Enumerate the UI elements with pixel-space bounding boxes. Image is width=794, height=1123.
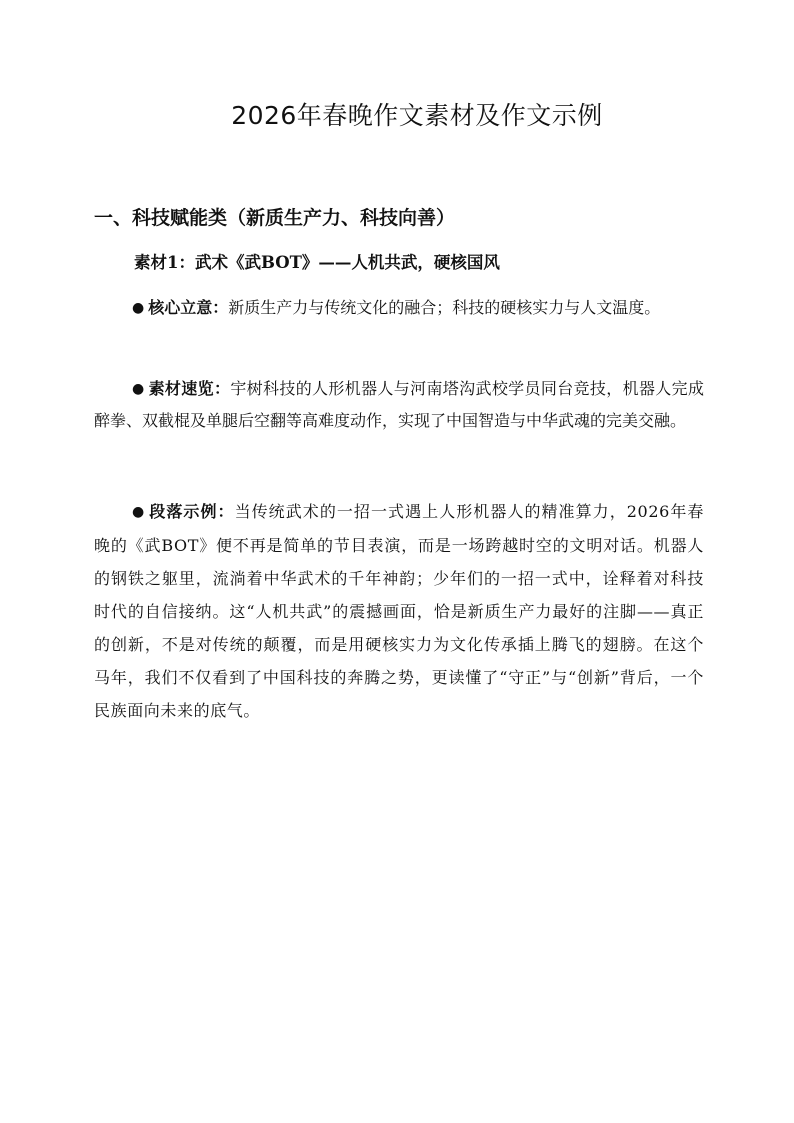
label-separator: ： <box>212 298 229 317</box>
example-text: 当传统武术的一招一式遇上人形机器人的精准算力，2026年春晚的《武BOT》便不再是简单的节目表演，而是一场跨越时空的文明对话。机器人的钢铁之躯里，流淌着中华武术的千年神韵；少年们的一招一式中，诠释着对科技时代的自信接纳。这“人机共武”的震撼画面，恰是新质生产力最好的注脚——真正的创新，不是对传统的颠覆，而是用硬核实力为文化传承插上腾飞的翅膀。在这个马年，我们不仅看到了中国科技的奔腾之势，更读懂了“守正”与“创新”背后，一个民族面向未来的底气。 <box>94 502 704 720</box>
bullet-icon: ● <box>132 381 145 397</box>
overview-label: 素材速览 <box>148 379 214 398</box>
bullet-icon: ● <box>132 504 146 520</box>
bullet-icon: ● <box>132 300 145 316</box>
core-idea-text: 新质生产力与传统文化的融合；科技的硬核实力与人文温度。 <box>228 298 661 317</box>
overview-text: 宇树科技的人形机器人与河南塔沟武校学员同台竞技，机器人完成醉拳、双截棍及单腿后空翻等高难度动作，实现了中国智造与中华武魂的完美交融。 <box>94 379 704 430</box>
label-separator: ： <box>217 502 235 521</box>
example-paragraph <box>94 495 704 727</box>
example-label: 段落示例 <box>149 502 218 521</box>
label-separator: ： <box>213 379 231 398</box>
section-heading: 一、科技赋能类（新质生产力、科技向善） <box>94 207 456 229</box>
overview-paragraph <box>94 373 704 437</box>
document-title: 2026年春晚作文素材及作文示例 <box>231 101 603 130</box>
core-idea-label: 核心立意 <box>148 298 213 317</box>
material-heading: 素材1：武术《武BOT》——人机共武，硬核国风 <box>134 253 500 272</box>
core-idea-paragraph <box>94 291 704 325</box>
